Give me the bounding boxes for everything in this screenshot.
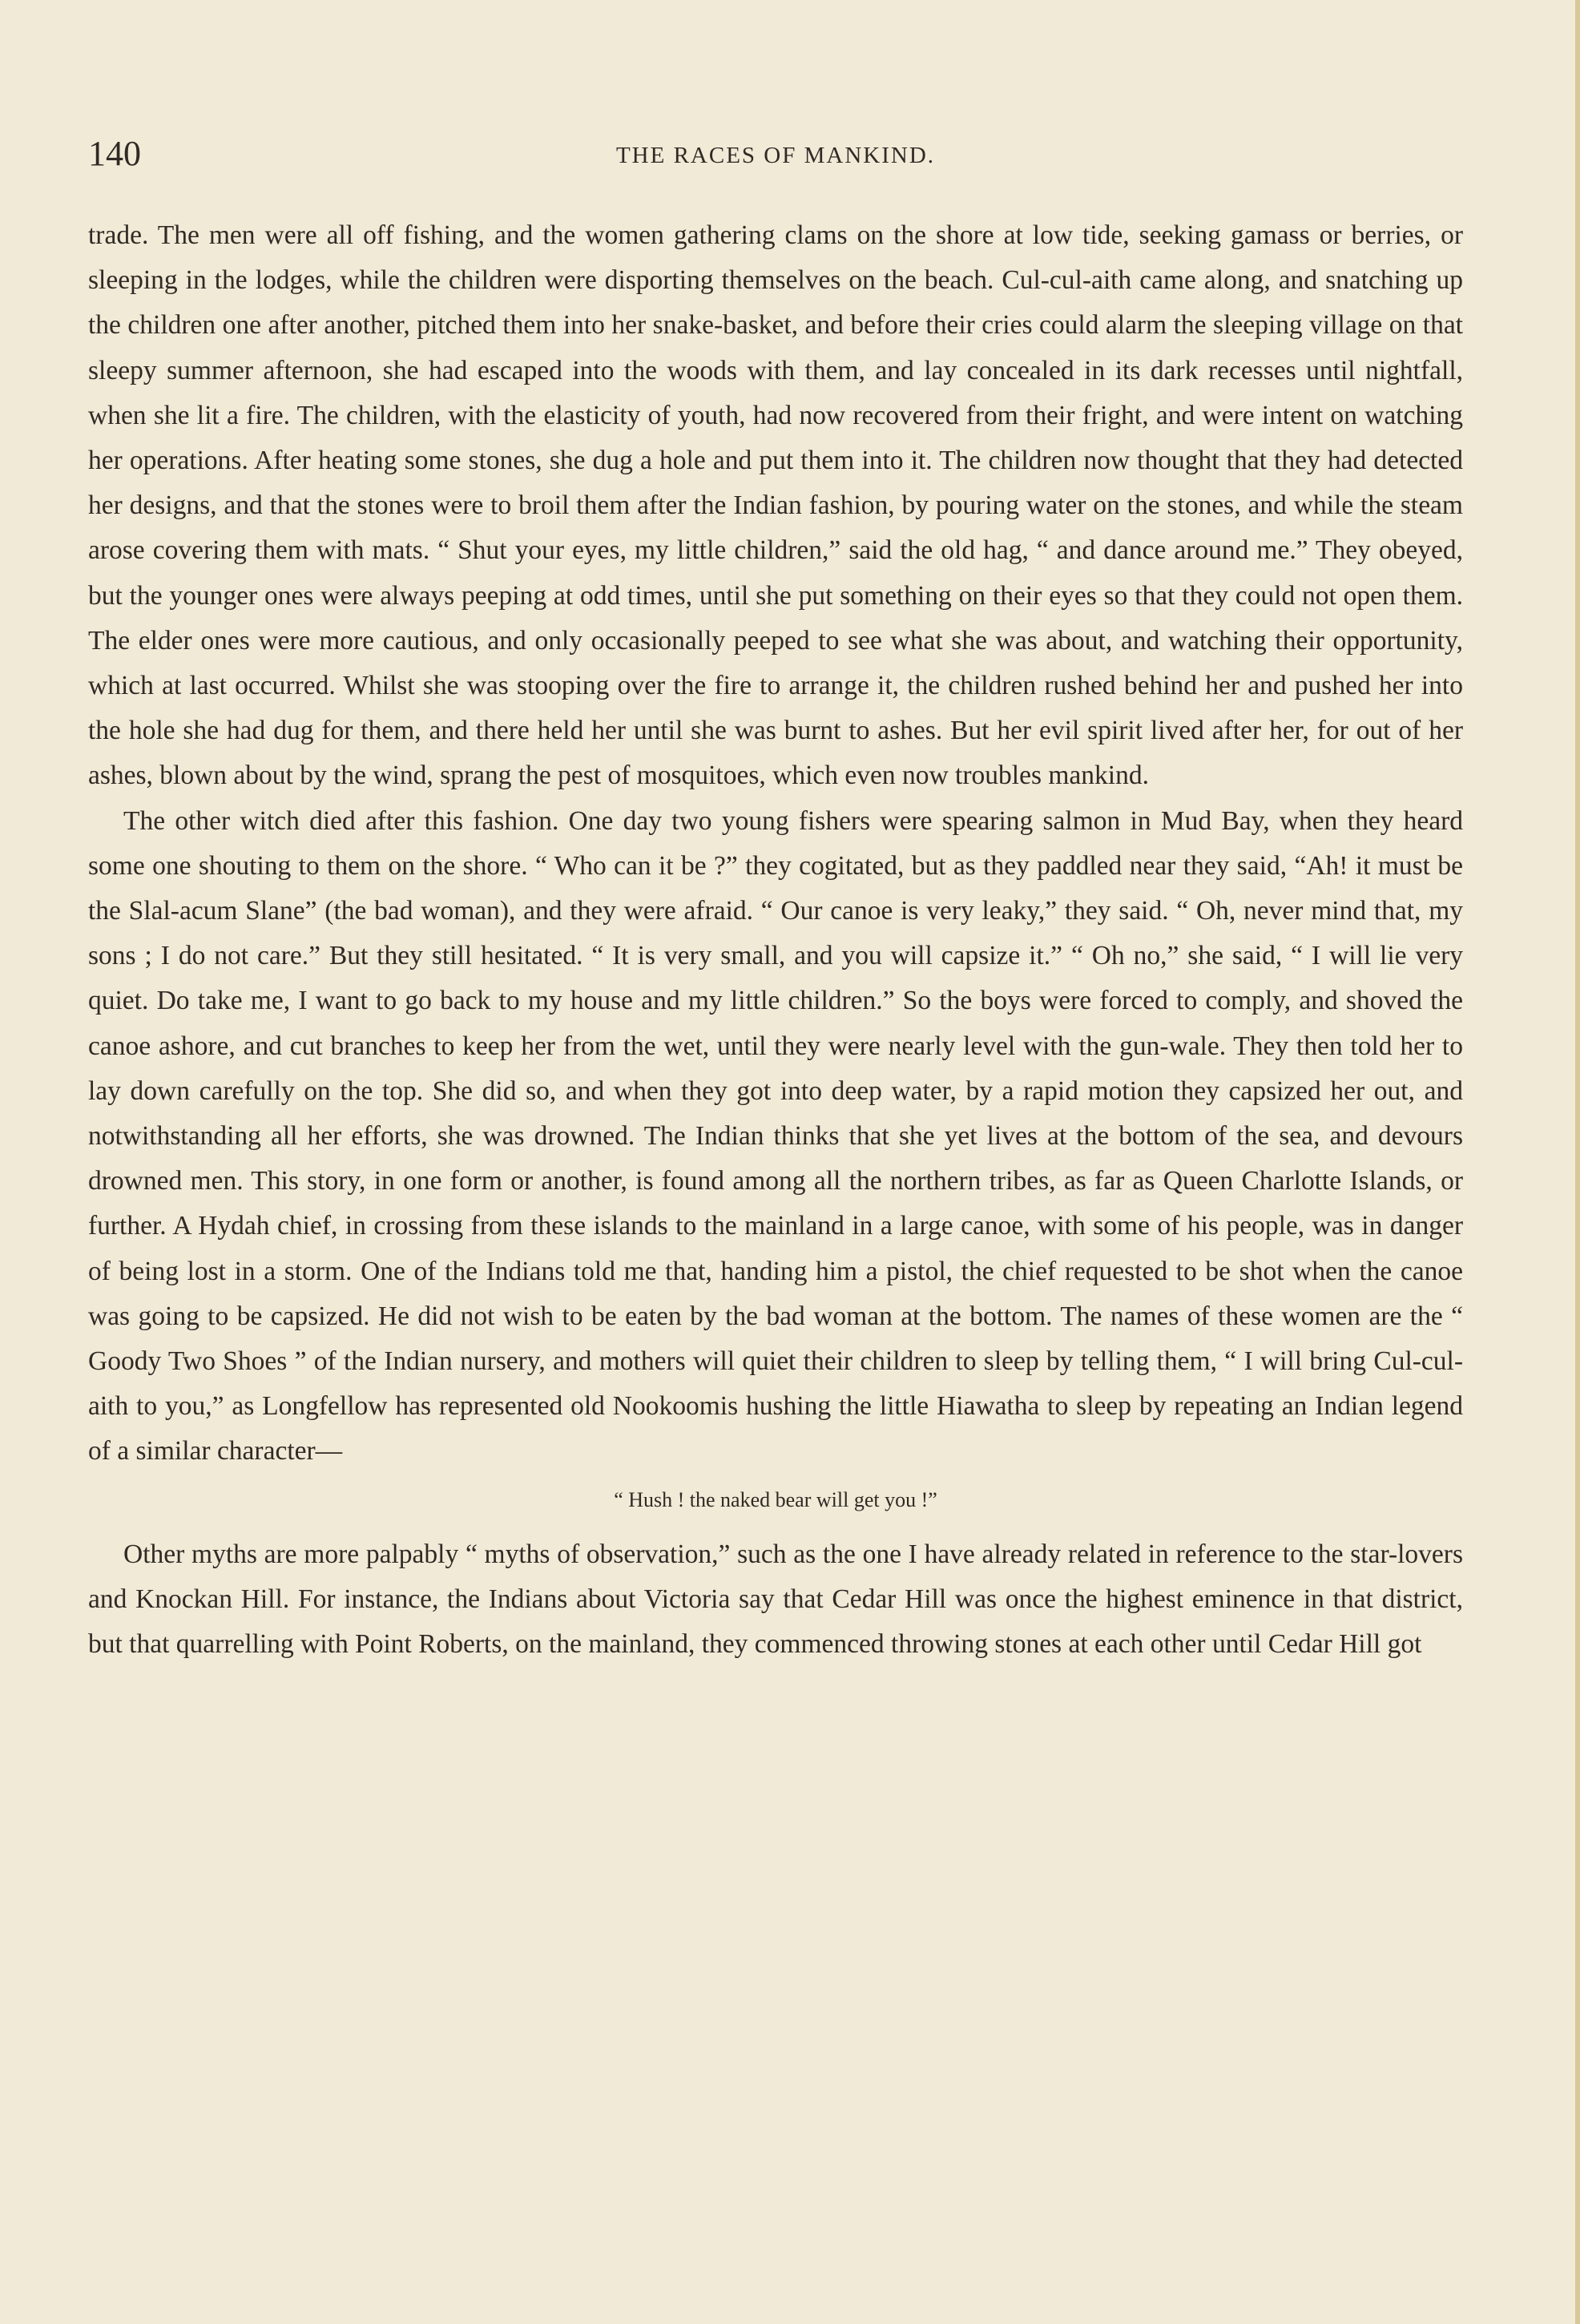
body-text: [88, 213, 1463, 1667]
paragraph: trade. The men were all off fishing, and the women gathering clams on the shore at low tide, seeking gamass or berries, or sleeping in the lodges, while the children were disporting themselves on the beach. Cul-cul-aith came along, and snatching up the children one after another, pitched them into her snake-basket, and before their cries could alarm the sleeping village on that sleepy summer afternoon, she had escaped into the woods with them, and lay concealed in its dark recesses until nightfall, when she lit a fire. The children, with the elasticity of youth, had now recovered from their fright, and were intent on watching her operations. After heating some stones, she dug a hole and put them into it. The children now thought that they had detected her designs, and that the stones were to broil them after the Indian fashion, by pouring water on the stones, and while the steam arose covering them with mats. “ Shut your eyes, my little children,” said the old hag, “ and dance around me.” They obeyed, but the younger ones were always peeping at odd times, until she put something on their eyes so that they could not open them. The elder ones were more cautious, and only occasionally peeped to see what she was about, and watching their opportunity, which at last occurred. Whilst she was stooping over the fire to arrange it, the children rushed behind her and pushed her into the hole she had dug for them, and there held her until she was burnt to ashes. But her evil spirit lived after her, for out of her ashes, blown about by the wind, sprang the pest of mosquitoes, which even now troubles mankind.: [88, 220, 1463, 791]
running-title: THE RACES OF MANKIND.: [615, 143, 936, 168]
paragraph: Other myths are more palpably “ myths of observation,” such as the one I have already related in reference to the star-lovers and Knockan Hill. For instance, the Indians about Victoria say that Cedar Hill was once the highest eminence in that district, but that quarrelling with Point Roberts, on the mainland, they commenced throwing stones at each other until Cedar Hill got: [88, 1539, 1463, 1660]
paragraph: The other witch died after this fashion. One day two young fishers were spearing salmon in Mud Bay, when they heard some one shouting to them on the shore. “ Who can it be ?” they cogitated, but as they paddled near they said, “Ah! it must be the Slal-acum Slane” (the bad woman), and they were afraid. “ Our canoe is very leaky,” they said. “ Oh, never mind that, my sons ; I do not care.” But they still hesitated. “ It is very small, and you will capsize it.” “ Oh no,” she said, “ I will lie very quiet. Do take me, I want to go back to my house and my little children.” So the boys were forced to comply, and shoved the canoe ashore, and cut branches to keep her from the wet, until they were nearly level with the gun-wale. They then told her to lay down carefully on the top. She did so, and when they got into deep water, by a rapid motion they capsized her out, and notwithstanding all her efforts, she was drowned. The Indian thinks that she yet lives at the bottom of the sea, and devours drowned men. This story, in one form or another, is found among all the northern tribes, as far as Queen Charlotte Islands, or further. A Hydah chief, in crossing from these islands to the mainland in a large canoe, with some of his people, was in danger of being lost in a storm. One of the Indians told me that, handing him a pistol, the chief requested to be shot when the canoe was going to be capsized. He did not wish to be eaten by the bad woman at the bottom. The names of these women are the “ Goody Two Shoes ” of the Indian nursery, and mothers will quiet their children to sleep by telling them, “ I will bring Cul-cul-aith to you,” as Longfellow has represented old Nookoomis hushing the little Hiawatha to sleep by repeating an Indian legend of a similar character—: [88, 805, 1463, 1467]
book-page: [88, 128, 1463, 2292]
page-header: [88, 128, 1463, 184]
page-edge: [1575, 0, 1580, 2324]
verse-quote: “ Hush ! the naked bear will get you !”: [614, 1487, 937, 1511]
page-number: 140: [88, 134, 141, 173]
